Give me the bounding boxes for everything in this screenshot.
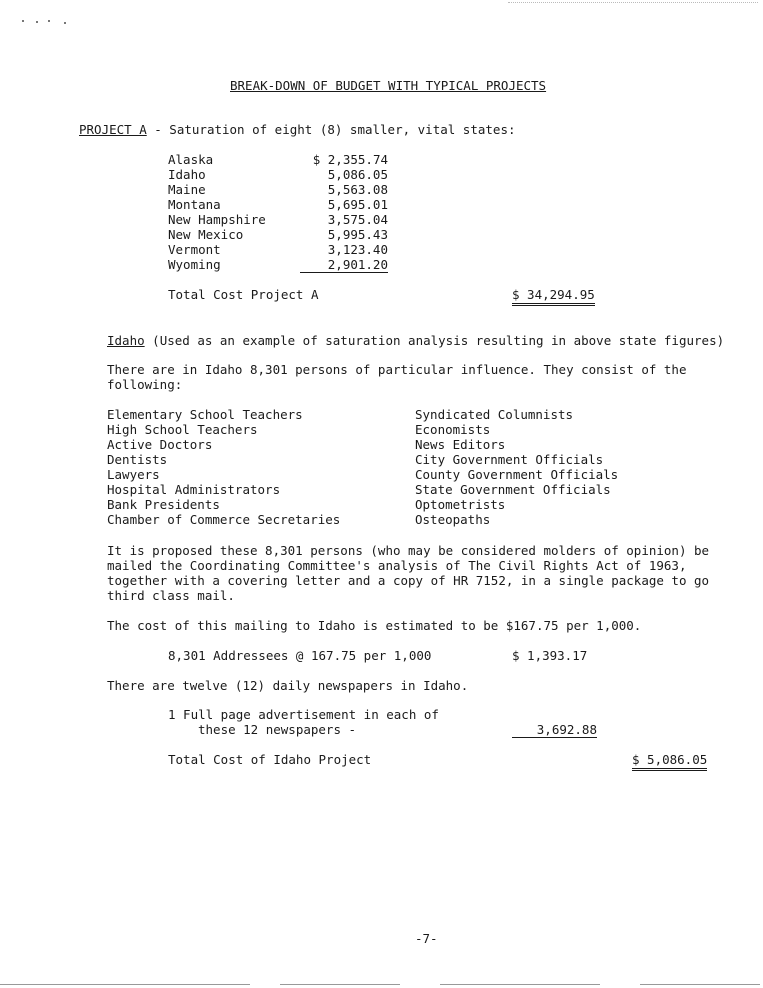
proposal-line: It is proposed these 8,301 persons (who may be considered molders of opinion) be (107, 543, 710, 558)
list-item: Elementary School Teachers (107, 407, 303, 422)
proposal-line: mailed the Coordinating Committee's analysis of The Civil Rights Act of 1963, (107, 558, 687, 573)
scan-bottom-rule (0, 984, 250, 985)
project-a-description: - Saturation of eight (8) smaller, vital states: (146, 122, 516, 137)
state-amount: 5,695.01 (327, 197, 388, 212)
advertisement-amount: 3,692.88 (512, 722, 597, 738)
scan-speck (36, 21, 38, 23)
scan-bottom-rule (280, 984, 400, 985)
advertisement-line: these 12 newspapers - (198, 722, 357, 737)
state-name: Idaho (168, 167, 206, 182)
list-item: Syndicated Columnists (415, 407, 574, 422)
state-name: Maine (168, 182, 206, 197)
proposal-line: third class mail. (107, 588, 235, 603)
project-a-label: PROJECT A (79, 122, 147, 137)
state-name: Montana (168, 197, 221, 212)
state-amount: 5,563.08 (327, 182, 388, 197)
state-name: New Mexico (168, 227, 244, 242)
list-item: High School Teachers (107, 422, 258, 437)
idaho-total-amount: $ 5,086.05 (632, 752, 707, 771)
scan-bottom-rule (440, 984, 600, 985)
scan-speck (22, 20, 24, 22)
state-amount: 2,901.20 (300, 257, 388, 273)
addressees-amount: $ 1,393.17 (512, 648, 588, 663)
state-amount: 3,123.40 (327, 242, 388, 257)
list-item: County Government Officials (415, 467, 619, 482)
list-item: Bank Presidents (107, 497, 220, 512)
state-name: Wyoming (168, 257, 221, 272)
state-amount: 5,086.05 (327, 167, 388, 182)
state-name: New Hampshire (168, 212, 266, 227)
addressees-label: 8,301 Addressees @ 167.75 per 1,000 (168, 648, 432, 663)
idaho-label: Idaho (107, 333, 145, 348)
persons-line: There are in Idaho 8,301 persons of particular influence. They consist of the (107, 362, 687, 377)
influence-list-right (415, 407, 618, 527)
list-item: Optometrists (415, 497, 506, 512)
state-amount: 3,575.04 (327, 212, 388, 227)
scan-bottom-rule (640, 984, 760, 985)
page-number: -7- (415, 931, 438, 946)
influence-list-left (107, 407, 340, 527)
list-item: Active Doctors (107, 437, 213, 452)
list-item: State Government Officials (415, 482, 611, 497)
scan-edge-dots (508, 2, 758, 3)
list-item: Dentists (107, 452, 168, 467)
idaho-intro-text: (Used as an example of saturation analysis resulting in above state figures) (144, 333, 725, 348)
project-a-heading (79, 122, 516, 137)
state-name-list (168, 152, 266, 272)
idaho-intro (107, 333, 724, 348)
persons-line: following: (107, 377, 183, 392)
state-name: Vermont (168, 242, 221, 257)
newspapers-line: There are twelve (12) daily newspapers in Idaho. (107, 678, 469, 693)
state-amount-list (300, 152, 388, 273)
mailing-cost-line: The cost of this mailing to Idaho is estimated to be $167.75 per 1,000. (107, 618, 642, 633)
state-amount: 5,995.43 (327, 227, 388, 242)
list-item: Hospital Administrators (107, 482, 281, 497)
scan-speck (64, 22, 66, 24)
list-item: Lawyers (107, 467, 160, 482)
project-a-total-amount: $ 34,294.95 (512, 287, 595, 306)
page-title: BREAK-DOWN OF BUDGET WITH TYPICAL PROJECTS (230, 78, 547, 93)
state-amount: $ 2,355.74 (312, 152, 388, 167)
list-item: News Editors (415, 437, 506, 452)
state-name: Alaska (168, 152, 214, 167)
idaho-total-label: Total Cost of Idaho Project (168, 752, 372, 767)
project-a-total-label: Total Cost Project A (168, 287, 319, 302)
advertisement-line: 1 Full page advertisement in each of (168, 707, 439, 722)
scan-speck (48, 20, 50, 22)
proposal-line: together with a covering letter and a copy of HR 7152, in a single package to go (107, 573, 710, 588)
list-item: City Government Officials (415, 452, 604, 467)
list-item: Chamber of Commerce Secretaries (107, 512, 341, 527)
list-item: Economists (415, 422, 491, 437)
list-item: Osteopaths (415, 512, 491, 527)
